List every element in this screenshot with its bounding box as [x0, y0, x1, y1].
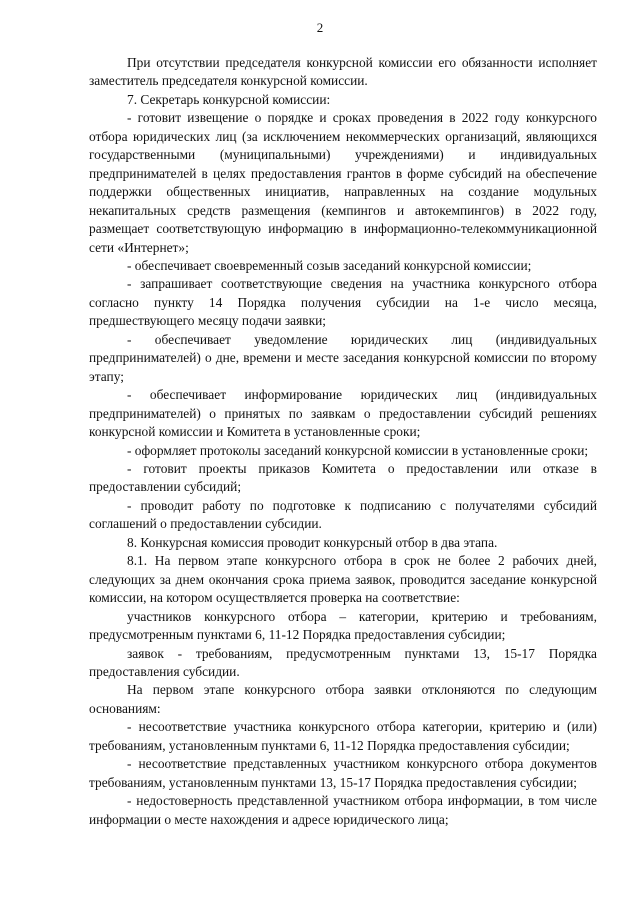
page-number: 2: [316, 20, 324, 35]
paragraph-meeting-convening: - обеспечивает своевременный созыв заседаний конкурсной комиссии;: [127, 257, 532, 273]
paragraph-draft-orders: - готовит проекты приказов Комитета о предоставлении или отказе в предоставлении субсидий;: [89, 460, 597, 495]
document-body: [89, 54, 597, 829]
paragraph-two-stages: 8. Конкурсная комиссия проводит конкурсный отбор в два этапа.: [127, 534, 498, 550]
paragraph-informing: - обеспечивает информирование юридических лиц (индивидуальных предпринимателей) о принятых по заявкам о предоставлении субсидий решениях конкурсной комиссии и Комитета в установленные сроки;: [89, 387, 597, 440]
paragraph-secretary-heading: 7. Секретарь конкурсной комиссии:: [127, 91, 331, 107]
paragraph-protocols: - оформляет протоколы заседаний конкурсной комиссии в установленные сроки;: [127, 442, 589, 458]
paragraph-participants-check: участников конкурсного отбора – категории, критерию и требованиям, предусмотренным пунктами 6, 11-12 Порядка предоставления субсидии;: [89, 608, 597, 643]
paragraph-rejection-grounds: На первом этапе конкурсного отбора заявки отклоняются по следующим основаниям:: [89, 682, 597, 716]
paragraph-first-stage: 8.1. На первом этапе конкурсного отбора в срок не более 2 рабочих дней, следующих за днем окончания срока приема заявок, проводится заседание конкурсной комиссии, на котором осуществляется проверка на соответствие:: [89, 553, 597, 606]
paragraph-notification: - обеспечивает уведомление юридических лиц (индивидуальных предпринимателей) о дне, времени и месте заседания конкурсной комиссии по второму этапу;: [89, 331, 597, 384]
paragraph-agreements: - проводит работу по подготовке к подписанию с получателями субсидий соглашений о предоставлении субсидии.: [89, 497, 597, 532]
paragraph-ground-documents: - несоответствие представленных участником конкурсного отбора документов требованиям, установленным пунктами 13, 15-17 Порядка предоставления субсидии;: [89, 756, 597, 790]
paragraph-information-request: - запрашивает соответствующие сведения на участника конкурсного отбора согласно пункту 14 Порядка получения субсидии на 1-е число месяца, предшествующего месяцу подачи заявки;: [89, 276, 597, 329]
paragraph-ground-participant: - несоответствие участника конкурсного отбора категории, критерию и (или) требованиям, установленным пунктами 6, 11-12 Порядка предоставления субсидии;: [89, 719, 597, 753]
paragraph-notice-preparation: - готовит извещение о порядке и сроках проведения в 2022 году конкурсного отбора юридических лиц (за исключением некоммерческих организаций, являющихся государственными (муниципальными) учреждениями) и индивидуальных предпринимателей в целях предоставления грантов в форме субсидий на обеспечение поддержки общественных инициатив, направленных на создание модульных некапитальных средств размещения (кемпингов и автокемпингов) в 2022 году, размещает соответствующую информацию в информационно-телекоммуникационной сети «Интернет»;: [89, 110, 597, 255]
paragraph-applications-check: заявок - требованиям, предусмотренным пунктами 13, 15-17 Порядка предоставления субсидии.: [89, 645, 597, 679]
paragraph-ground-false-info: - недостоверность представленной участником отбора информации, в том числе информации о месте нахождения и адресе юридического лица;: [89, 793, 597, 827]
paragraph-chair-absence: При отсутствии председателя конкурсной комиссии его обязанности исполняет заместитель председателя конкурсной комиссии.: [89, 55, 597, 89]
